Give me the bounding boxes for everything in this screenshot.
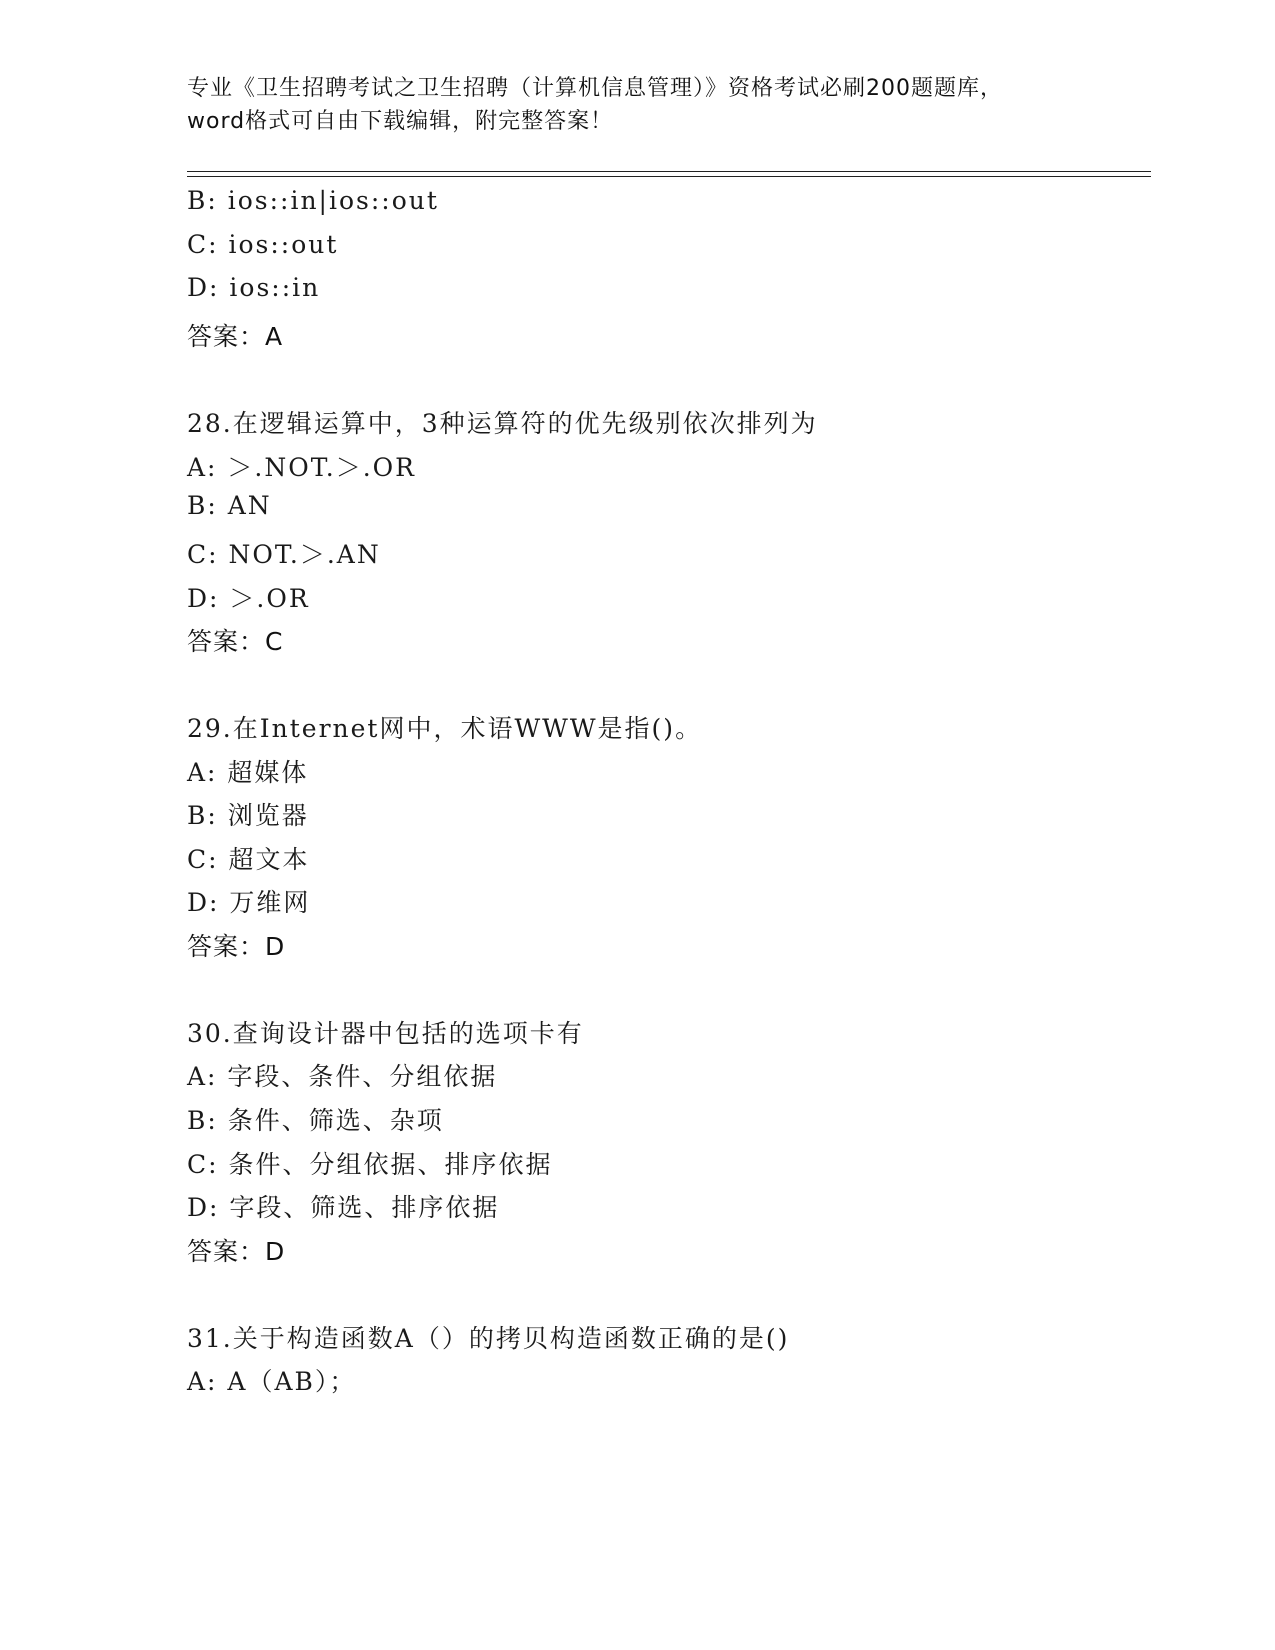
- question-stem: 29.在Internet网中，术语WWW是指()。: [187, 714, 703, 743]
- document-header: [187, 72, 1087, 138]
- option-d: D: ios::in: [187, 273, 321, 302]
- header-rule-bottom: [187, 176, 1151, 177]
- header-line-2: word格式可自由下载编辑，附完整答案！: [187, 109, 614, 134]
- question-stem: 30.查询设计器中包括的选项卡有: [187, 1019, 584, 1048]
- option-c: C: 超文本: [187, 845, 310, 874]
- option-c: C: 条件、分组依据、排序依据: [187, 1150, 553, 1179]
- option-d: D: ＞.OR: [187, 584, 310, 613]
- option-a: A: A（AB）；: [187, 1367, 357, 1396]
- answer-line: 答案：D: [187, 932, 286, 961]
- header-rule-top: [187, 171, 1151, 172]
- option-a: A: 超媒体: [187, 758, 309, 787]
- option-c: C: ios::out: [187, 230, 339, 259]
- answer-line: 答案：A: [187, 322, 284, 351]
- option-b: B: ios::in|ios::out: [187, 186, 439, 215]
- option-b: B: 条件、筛选、杂项: [187, 1106, 444, 1135]
- question-stem: 28.在逻辑运算中，3种运算符的优先级别依次排列为: [187, 409, 818, 438]
- option-c: C: NOT.＞.AN: [187, 540, 381, 569]
- option-b: B: 浏览器: [187, 801, 309, 830]
- option-a: A: 字段、条件、分组依据: [187, 1062, 498, 1091]
- header-line-1: 专业《卫生招聘考试之卫生招聘（计算机信息管理）》资格考试必刷200题题库，: [187, 76, 1003, 101]
- option-d: D: 字段、筛选、排序依据: [187, 1193, 500, 1222]
- answer-line: 答案：C: [187, 627, 284, 656]
- option-b: B: AN: [187, 491, 272, 520]
- answer-line: 答案：D: [187, 1237, 286, 1266]
- question-stem: 31.关于构造函数A（）的拷贝构造函数正确的是(): [187, 1324, 790, 1353]
- option-d: D: 万维网: [187, 888, 311, 917]
- option-a: A: ＞.NOT.＞.OR: [187, 453, 416, 482]
